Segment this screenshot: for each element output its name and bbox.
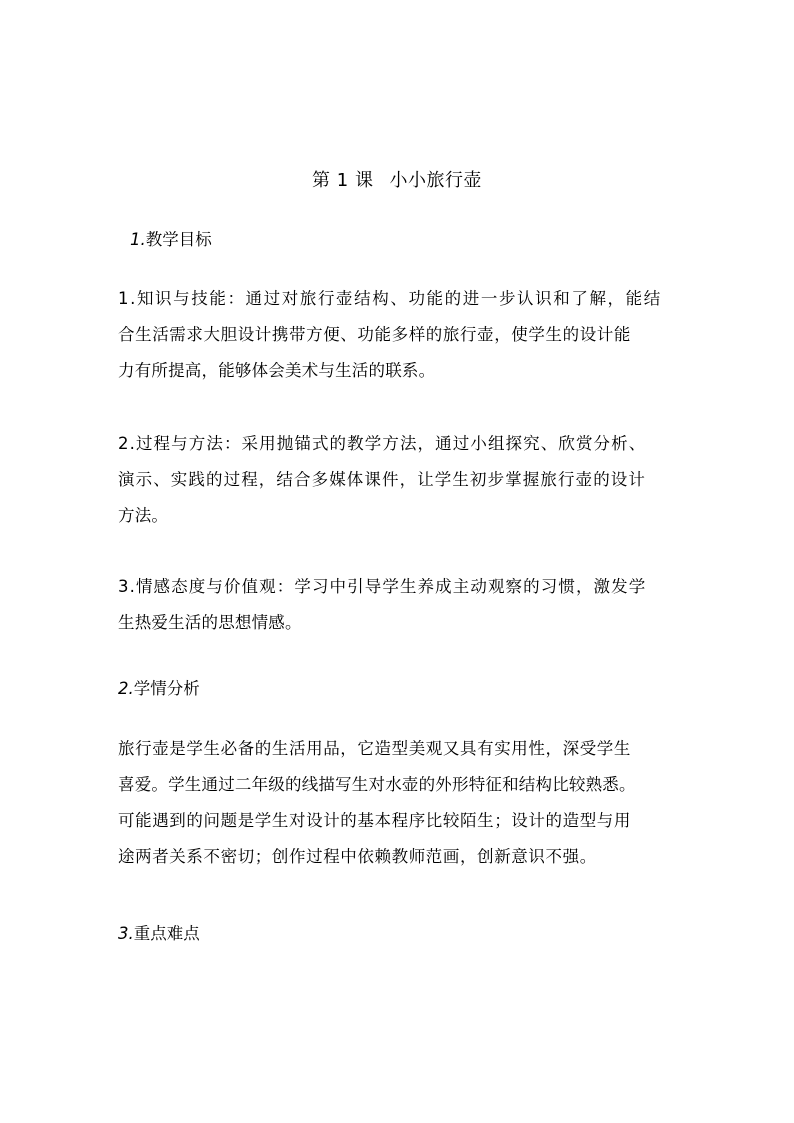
paragraph-line: 可能遇到的问题是学生对设计的基本程序比较陌生；设计的造型与用	[118, 811, 631, 830]
lesson-number: 第 1 课	[312, 170, 374, 191]
paragraph-line: 方法。	[118, 506, 169, 525]
analysis-paragraph	[118, 731, 678, 875]
section-heading-text: 重点难点	[133, 924, 200, 943]
paragraph-line: 演示、实践的过程，结合多媒体课件，让学生初步掌握旅行壶的设计	[118, 470, 646, 489]
section-number: 3.	[118, 924, 134, 943]
paragraph-line: 1.知识与技能：通过对旅行壶结构、功能的进一步认识和了解，能结	[118, 289, 662, 308]
paragraph-line: 3.情感态度与价值观：学习中引导学生养成主动观察的习惯，激发学	[118, 577, 647, 596]
page-title	[0, 166, 794, 196]
paragraph-line: 2.过程与方法：采用抛锚式的教学方法，通过小组探究、欣赏分析、	[118, 434, 647, 453]
section-heading-analysis	[118, 677, 200, 701]
paragraph-line: 喜爱。学生通过二年级的线描写生对水壶的外形特征和结构比较熟悉。	[118, 775, 636, 794]
objective-knowledge	[118, 281, 678, 389]
section-number: 1.	[130, 230, 146, 249]
objective-attitude	[118, 569, 678, 641]
section-heading-text: 教学目标	[145, 230, 212, 249]
lesson-name: 小小旅行壶	[389, 170, 482, 191]
section-heading-text: 学情分析	[133, 679, 200, 698]
section-heading-objectives	[130, 228, 212, 252]
paragraph-line: 途两者关系不密切；创作过程中依赖教师范画，创新意识不强。	[118, 847, 597, 866]
paragraph-line: 旅行壶是学生必备的生活用品，它造型美观又具有实用性，深受学生	[118, 739, 631, 758]
paragraph-line: 生热爱生活的思想情感。	[118, 613, 302, 632]
paragraph-line: 力有所提高，能够体会美术与生活的联系。	[118, 361, 436, 380]
paragraph-line: 合生活需求大胆设计携带方便、功能多样的旅行壶，使学生的设计能	[118, 325, 631, 344]
objective-process	[118, 426, 678, 534]
section-number: 2.	[118, 679, 134, 698]
section-heading-keypoints	[118, 922, 200, 946]
